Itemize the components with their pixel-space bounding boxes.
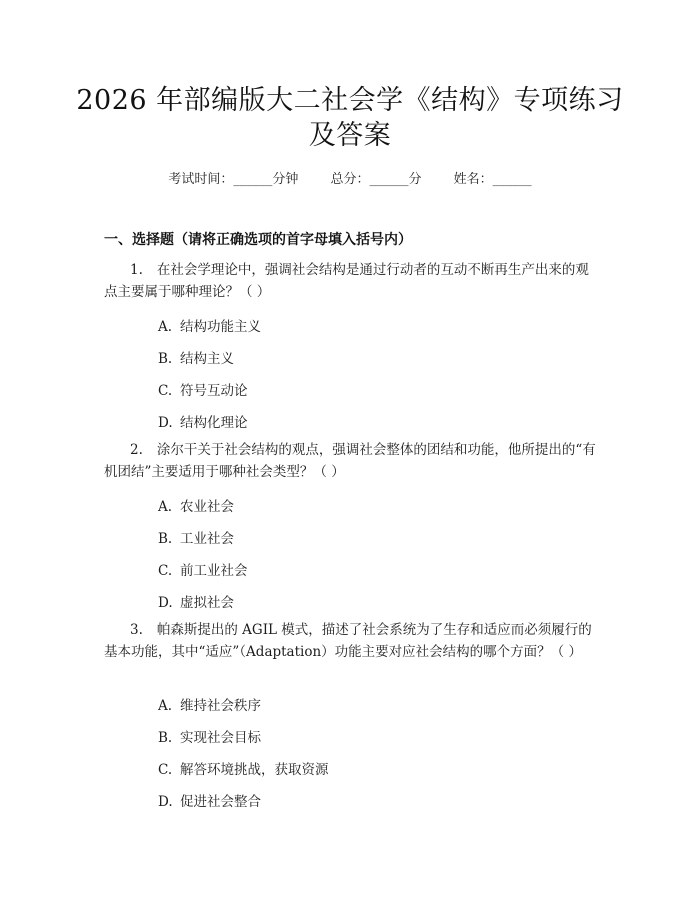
option-letter: B. — [158, 531, 173, 547]
question-2 — [104, 439, 598, 483]
option-text: 解答环境挑战，获取资源 — [180, 762, 329, 778]
option-letter: B. — [158, 730, 173, 746]
question-3-option-d — [158, 790, 261, 810]
exam-meta — [0, 168, 700, 187]
question-1-option-d — [158, 411, 248, 431]
option-text: 前工业社会 — [180, 563, 248, 579]
option-letter: D. — [158, 595, 173, 611]
option-text: 虚拟社会 — [180, 595, 234, 611]
question-1-option-b — [158, 347, 234, 367]
question-3-option-b — [158, 726, 261, 746]
total-score-field: 总分：______分 — [330, 172, 422, 187]
page-title-line1: 2026 年部编版大二社会学《结构》专项练习 — [76, 85, 624, 116]
question-number: 3. — [130, 622, 143, 638]
question-3 — [104, 619, 598, 663]
question-2-option-b — [158, 527, 234, 547]
option-letter: C. — [158, 383, 173, 399]
option-letter: D. — [158, 794, 173, 810]
question-text: 涂尔干关于社会结构的观点，强调社会整体的团结和功能，他所提出的“有机团结”主要适用于哪种社会类型？（ ） — [104, 442, 596, 480]
question-2-option-c — [158, 559, 248, 579]
student-name-field: 姓名：______ — [453, 172, 532, 187]
question-number: 2. — [130, 442, 143, 458]
option-text: 结构功能主义 — [180, 319, 261, 335]
question-2-option-d — [158, 591, 234, 611]
question-2-option-a — [158, 495, 234, 515]
question-text: 在社会学理论中，强调社会结构是通过行动者的互动不断再生产出来的观点主要属于哪种理论？（ ） — [104, 262, 589, 300]
option-text: 实现社会目标 — [180, 730, 261, 746]
question-3-option-a — [158, 694, 261, 714]
option-text: 符号互动论 — [180, 383, 248, 399]
option-letter: C. — [158, 762, 173, 778]
option-text: 农业社会 — [180, 499, 234, 515]
option-letter: A. — [158, 698, 173, 714]
question-number: 1. — [130, 262, 143, 278]
question-text: 帕森斯提出的 AGIL 模式，描述了社会系统为了生存和适应而必须履行的基本功能，其中“适应”（Adaptation）功能主要对应社会结构的哪个方面？（ ） — [104, 622, 592, 660]
option-letter: B. — [158, 351, 173, 367]
exam-time-field: 考试时间：______分钟 — [168, 172, 299, 187]
question-1 — [104, 259, 598, 303]
option-letter: C. — [158, 563, 173, 579]
option-text: 促进社会整合 — [180, 794, 261, 810]
question-3-option-c — [158, 758, 329, 778]
option-letter: A. — [158, 499, 173, 515]
option-letter: D. — [158, 415, 173, 431]
option-text: 维持社会秩序 — [180, 698, 261, 714]
option-text: 结构主义 — [180, 351, 234, 367]
question-1-option-a — [158, 315, 261, 335]
section-heading: 一、选择题（请将正确选项的首字母填入括号内） — [104, 232, 412, 248]
question-1-option-c — [158, 379, 248, 399]
option-letter: A. — [158, 319, 173, 335]
page-title-line2: 及答案 — [308, 120, 392, 151]
option-text: 结构化理论 — [180, 415, 248, 431]
option-text: 工业社会 — [180, 531, 234, 547]
